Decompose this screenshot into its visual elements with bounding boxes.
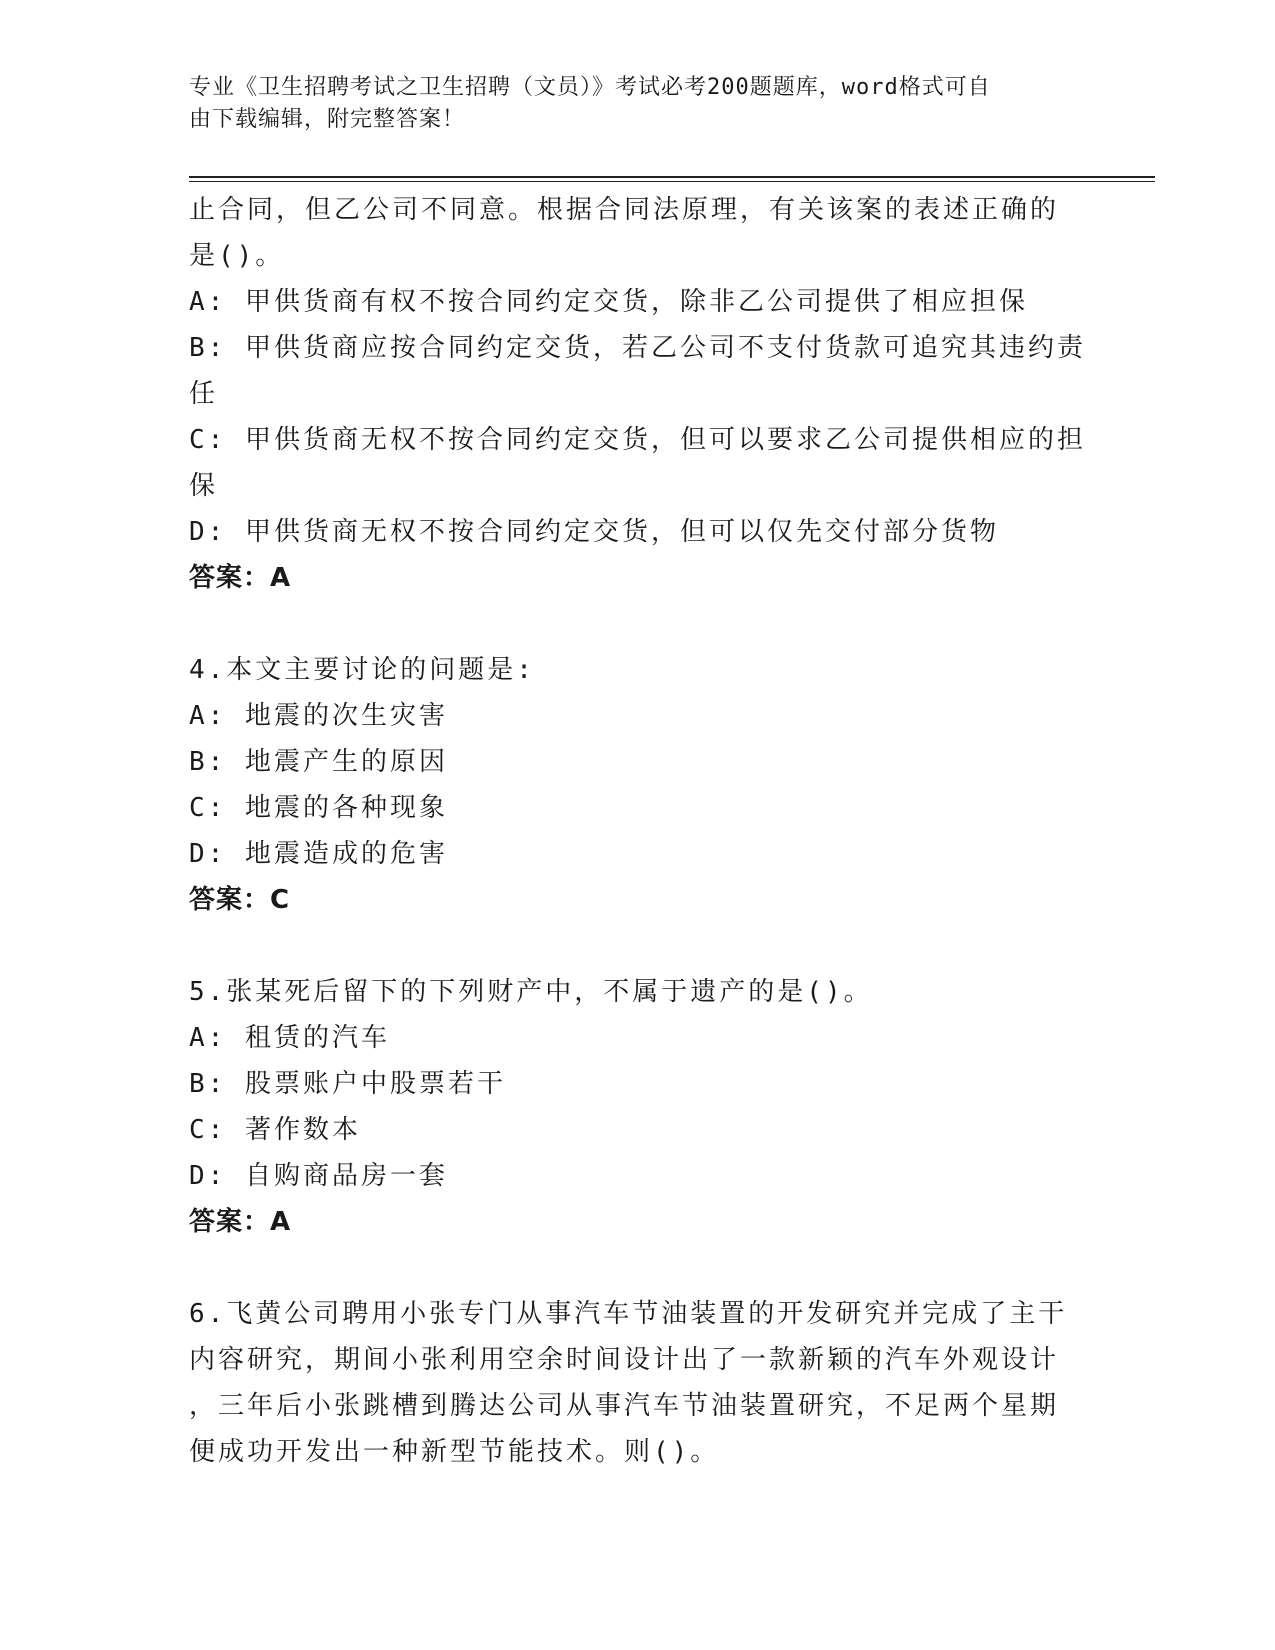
question-stem-line: ，三年后小张跳槽到腾达公司从事汽车节油装置研究，不足两个星期	[189, 1391, 1060, 1421]
question-3	[189, 187, 1089, 601]
header-title-line-2: 由下载编辑，附完整答案！	[189, 107, 466, 132]
option-b: B: 地震产生的原因	[189, 747, 448, 777]
question-spacer	[189, 1245, 1089, 1291]
option-b: B: 甲供货商应按合同约定交货，若乙公司不支付货款可追究其违约责	[189, 333, 1086, 363]
question-stem-line: 止合同，但乙公司不同意。根据合同法原理，有关该案的表述正确的	[189, 195, 1060, 225]
option-c-continued: 保	[189, 471, 219, 501]
option-c: C: 著作数本	[189, 1115, 361, 1145]
question-4	[189, 647, 1089, 923]
option-c: C: 地震的各种现象	[189, 793, 448, 823]
option-a: A: 地震的次生灾害	[189, 701, 448, 731]
header-title-line-1: 专业《卫生招聘考试之卫生招聘（文员）》考试必考200题题库，word格式可自	[189, 75, 991, 100]
question-spacer	[189, 923, 1089, 969]
question-stem: 5.张某死后留下的下列财产中，不属于遗产的是()。	[189, 977, 873, 1007]
option-b-continued: 任	[189, 379, 219, 409]
option-d: D: 甲供货商无权不按合同约定交货，但可以仅先交付部分货物	[189, 517, 999, 547]
answer-label: 答案：A	[189, 563, 292, 593]
question-stem-line: 便成功开发出一种新型节能技术。则()。	[189, 1437, 720, 1467]
question-6	[189, 1291, 1089, 1475]
header-divider-thin	[189, 181, 1155, 182]
header-divider-thick	[189, 176, 1155, 178]
option-c: C: 甲供货商无权不按合同约定交货，但可以要求乙公司提供相应的担	[189, 425, 1086, 455]
question-stem-line: 6.飞黄公司聘用小张专门从事汽车节油装置的开发研究并完成了主干	[189, 1299, 1068, 1329]
answer-label: 答案：C	[189, 885, 291, 915]
option-a: A: 租赁的汽车	[189, 1023, 390, 1053]
option-d: D: 地震造成的危害	[189, 839, 448, 869]
option-b: B: 股票账户中股票若干	[189, 1069, 506, 1099]
answer-label: 答案：A	[189, 1207, 292, 1237]
page-header	[189, 72, 1089, 136]
question-stem-line: 内容研究，期间小张利用空余时间设计出了一款新颖的汽车外观设计	[189, 1345, 1060, 1375]
question-spacer	[189, 601, 1089, 647]
question-list	[189, 187, 1089, 1475]
option-a: A: 甲供货商有权不按合同约定交货，除非乙公司提供了相应担保	[189, 287, 1028, 317]
option-d: D: 自购商品房一套	[189, 1161, 448, 1191]
question-5	[189, 969, 1089, 1245]
question-stem-line: 是()。	[189, 241, 285, 271]
question-stem: 4.本文主要讨论的问题是:	[189, 655, 535, 685]
